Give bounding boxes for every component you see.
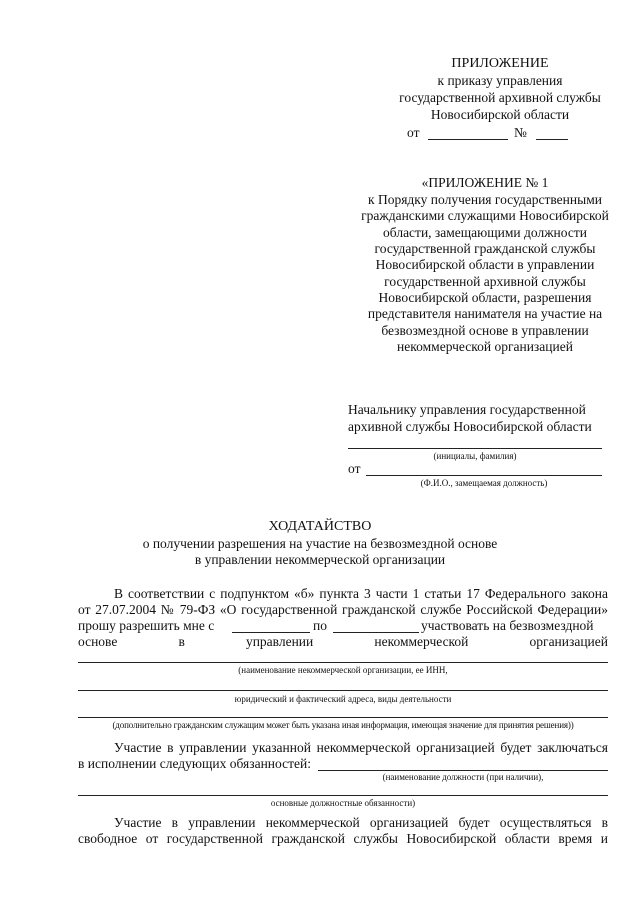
org-address-line <box>78 690 608 691</box>
appendix-line: к Порядку получения государственными <box>368 192 602 207</box>
body-p2-line-2: в исполнении следующих обязанностей: <box>78 756 311 771</box>
word: основе <box>78 634 118 649</box>
petition-subtitle-2: в управлении некоммерческой организации <box>194 552 446 567</box>
date-to-line <box>333 632 419 633</box>
body-p1-l3-b: по <box>313 618 327 633</box>
caption-org: (наименование некоммерческой организации, ее ИНН, <box>238 665 448 675</box>
addressee-caption-2: (Ф.И.О., замещаемая должность) <box>420 478 548 488</box>
addressee-line-2: архивной службы Новосибирской области <box>348 419 592 434</box>
word: управлении <box>245 634 314 649</box>
body-p1-line-2: от 27.07.2004 № 79-ФЗ «О государственной гражданской службе Российской Федерации» <box>78 602 608 617</box>
word: в <box>178 634 185 649</box>
body-p3-line-2: свободное от государственной гражданской службы Новосибирской области время и <box>78 831 608 846</box>
appendix-line: области, замещающими должности <box>383 225 587 240</box>
appendix-line: гражданскими служащими Новосибирской <box>361 208 609 223</box>
header-date-prefix: от <box>407 125 420 140</box>
appendix-line: некоммерческой организацией <box>397 339 573 354</box>
addressee-line-1: Начальнику управления государственной <box>348 402 586 417</box>
appendix-title: «ПРИЛОЖЕНИЕ № 1 <box>421 175 549 190</box>
addressee-name-line <box>348 448 602 449</box>
appendix-line: представителя нанимателя на участие на <box>367 306 603 321</box>
duties-line <box>318 770 608 771</box>
extra-info-line <box>78 717 608 718</box>
body-p1-line-1: В соответствии с подпунктом «б» пункта 3 части 1 статьи 17 Федерального закона <box>114 586 608 601</box>
petition-subtitle-1: о получении разрешения на участие на безвозмездной основе <box>142 536 498 551</box>
addressee-from-line <box>366 475 602 476</box>
duties-line-2 <box>78 795 608 796</box>
addressee-from-prefix: от <box>348 461 361 476</box>
body-p2-line-1: Участие в управлении указанной некоммерческой организацией будет заключаться <box>114 740 608 755</box>
caption-position: (наименование должности (при наличии), <box>382 772 544 782</box>
word: некоммерческой <box>374 634 469 649</box>
word: организацией <box>529 634 608 649</box>
body-p1-line-4 <box>78 634 608 650</box>
header-number-sign: № <box>514 125 527 140</box>
header-title: ПРИЛОЖЕНИЕ <box>451 56 549 71</box>
body-p1-l3-c: участвовать на безвозмездной <box>421 618 594 633</box>
petition-title: ХОДАТАЙСТВО <box>268 519 372 534</box>
appendix-line: безвозмездной основе в управлении <box>381 323 589 338</box>
appendix-line: Новосибирской области, разрешения <box>378 290 592 305</box>
header-number-line <box>536 139 568 140</box>
header-line-3: Новосибирской области <box>430 107 570 122</box>
body-p3-line-1: Участие в управлении некоммерческой организацией будет осуществляться в <box>114 815 608 830</box>
date-from-line <box>232 632 310 633</box>
org-name-line <box>78 662 608 663</box>
caption-extra: (дополнительно гражданским служащим может быть указана иная информация, имеющая значение для принятия решения)) <box>112 720 574 730</box>
addressee-caption-1: (инициалы, фамилия) <box>433 451 517 461</box>
header-line-2: государственной архивной службы <box>399 90 601 105</box>
appendix-line: Новосибирской области в управлении <box>375 257 595 272</box>
appendix-line: государственной архивной службы <box>384 274 586 289</box>
header-date-line <box>428 139 508 140</box>
appendix-line: государственной гражданской службы <box>374 241 596 256</box>
caption-address: юридический и фактический адреса, виды деятельности <box>234 694 452 704</box>
header-line-1: к приказу управления <box>437 73 563 88</box>
caption-duties: основные должностные обязанности) <box>270 798 416 808</box>
body-p1-l3-a: прошу разрешить мне с <box>78 618 215 633</box>
